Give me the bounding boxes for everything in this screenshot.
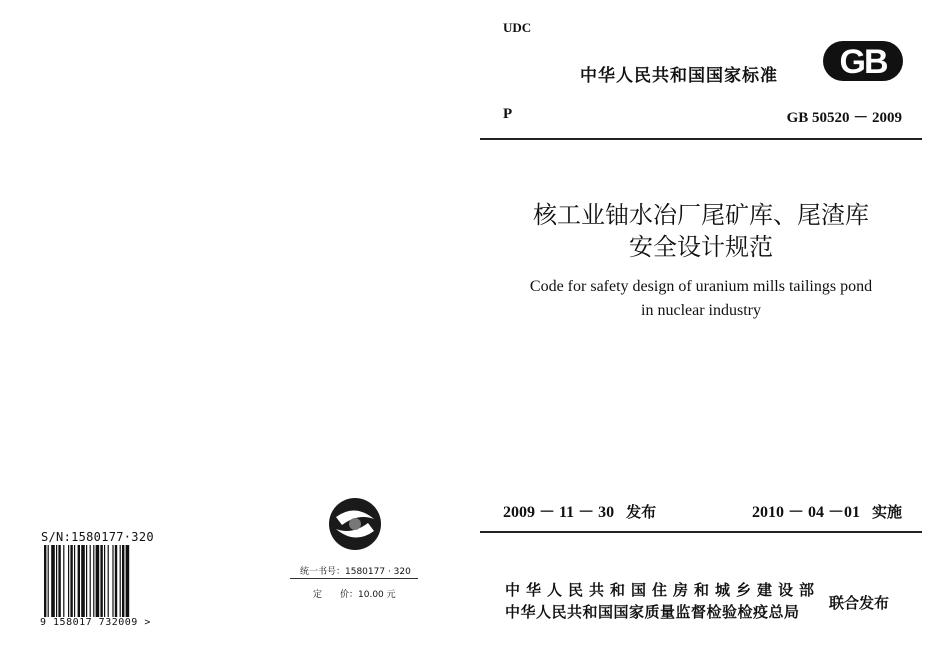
implement-date: 2010 － 04 －01 [751, 504, 860, 521]
issue-label: 发布 [626, 503, 657, 521]
gb-logo-icon [822, 40, 904, 82]
publisher-line2: 中华人民共和国国家质量监督检验检疫总局 [505, 603, 800, 621]
category-code: P [503, 106, 513, 122]
serial-number: S/N:1580177·320 [41, 530, 154, 544]
standard-number: GB 50520 － 2009 [786, 110, 902, 126]
title-cn-line2: 安全设计规范 [629, 233, 773, 261]
joint-publish-label: 联合发布 [829, 594, 890, 612]
publisher-emblem-icon [328, 497, 382, 551]
udc-label: UDC [503, 20, 532, 35]
price-divider [290, 578, 418, 579]
national-standard-title: 中华人民共和国国家标准 [580, 66, 778, 86]
implement-label: 实施 [871, 503, 902, 521]
title-cn-line1: 核工业铀水冶厂尾矿库、尾渣库 [533, 201, 869, 229]
title-en-line1: Code for safety design of uranium mills tailings pond [529, 278, 873, 295]
implement-date-block [752, 499, 902, 522]
price: 定 价：10.00 元 [313, 590, 396, 600]
publisher-line1: 中华人民共和国住房和城乡建设部 [505, 581, 821, 599]
issue-date-block [503, 499, 656, 522]
barcode-number: 9 158017 732009 > [40, 617, 151, 628]
header-divider [480, 138, 922, 140]
issue-date: 2009 － 11 － 30 [503, 504, 615, 521]
barcode-icon [42, 545, 154, 625]
svg-text:GB: GB [839, 43, 887, 81]
title-en-line2: in nuclear industry [641, 302, 761, 319]
unified-book-number: 统一书号：1580177 · 320 [300, 567, 411, 577]
date-divider [480, 531, 922, 533]
